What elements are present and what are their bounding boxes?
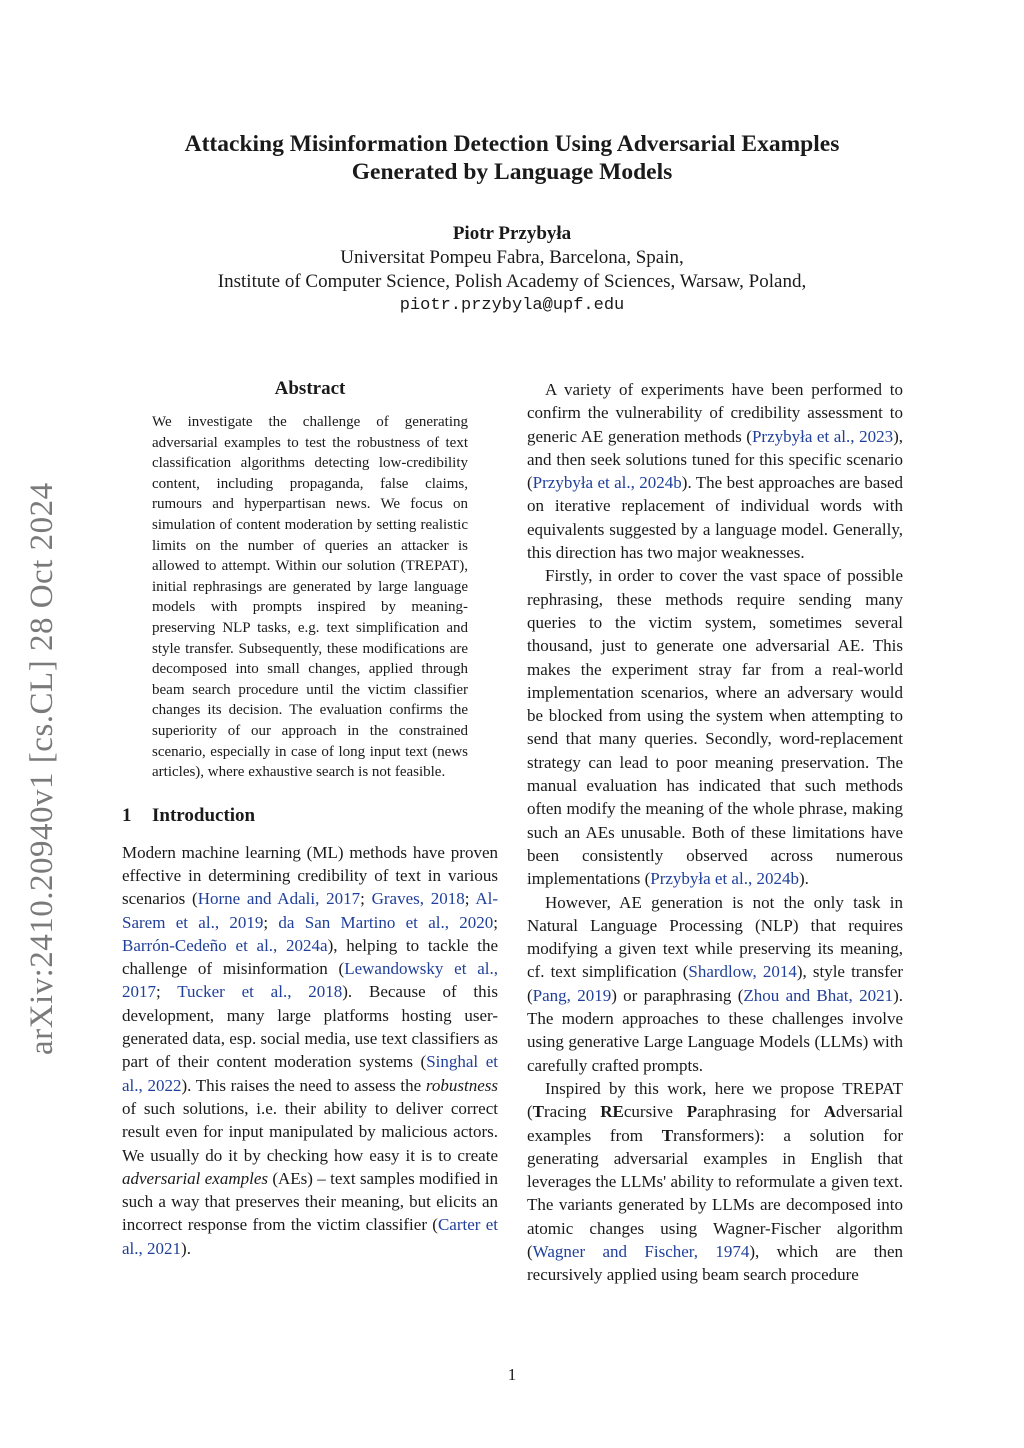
text-run: However, AE generation is not the only task in Natural Language Processing (NLP) that requires modifying a given text while preserving its meaning, cf. text simplification (	[527, 892, 903, 982]
citation-link[interactable]: Przybyła et al., 2023	[751, 426, 894, 446]
text-run: A variety of experiments have been performed to confirm the vulnerability of credibility assessment to generic AE generation methods (	[527, 380, 903, 446]
abstract-heading: Abstract	[274, 378, 346, 399]
author-email[interactable]: piotr.przybyla@upf.edu	[399, 296, 625, 315]
text-run: ;	[464, 889, 476, 909]
citation-link[interactable]: Singhal et al., 2022	[122, 1052, 499, 1095]
abstract-text: We investigate the challenge of generating adversarial examples to test the robustness of text classification algorithms detecting low-credibility content, including propaganda, false claims, rumours and hyperpartisan news. We focus on simulation of content moderation by setting realistic limits on the number of queries an attacker is allowed to attempt. Within our solution (TREPAT), initial rephrasings are generated by large language models with prompts inspired by meaning-preserving NLP tasks, e.g. text simplification and style transfer. Subsequently, these modifications are decomposed into small changes, applied through beam search procedure until the victim classifier changes its decision. The evaluation confirms the superiority of our approach in the constrained scenario, especially in case of long input text (news articles), where exhaustive search is not feasible.	[152, 414, 468, 781]
text-run: (AEs) – text samples modified in such a way that preserves their meaning, but elicits an incorrect response from the victim classifier (	[122, 1168, 498, 1235]
acronym-letter: T	[661, 1125, 674, 1145]
citation-link[interactable]: da San Martino et al., 2020	[278, 912, 494, 932]
section-heading-introduction	[122, 805, 498, 827]
acronym-letter: P	[686, 1102, 698, 1122]
acronym-letter: T	[532, 1102, 545, 1122]
text-run: of such solutions, i.e. their ability to deliver correct result even for input manipulated by malicious actors. We usually do it by checking how easy it is to create	[122, 1098, 498, 1165]
citation-link[interactable]: Barrón-Cedeño et al., 2024a	[122, 935, 328, 955]
citation-link[interactable]: Carter et al., 2021	[122, 1215, 498, 1258]
intro-paragraph-5	[527, 1077, 903, 1287]
intro-paragraph-1	[122, 841, 498, 1260]
text-run: ) or paraphrasing (	[611, 985, 744, 1005]
citation-link[interactable]: Horne and Adali, 2017	[197, 889, 361, 909]
acronym-letter: A	[823, 1102, 836, 1122]
citation-link[interactable]: Lewandowsky et al., 2017	[122, 959, 498, 1002]
section-number: 1	[122, 804, 132, 826]
text-run: ). This raises the need to assess the	[181, 1075, 426, 1095]
text-run: ;	[493, 912, 498, 932]
citation-link[interactable]: Wagner and Fischer, 1974	[532, 1241, 750, 1261]
intro-paragraph-2	[527, 378, 903, 564]
affiliation-1: Universitat Pompeu Fabra, Barcelona, Spain,	[340, 247, 684, 268]
acronym-letter: RE	[600, 1102, 624, 1122]
title-line-2: Generated by Language Models	[351, 159, 673, 185]
author-block	[100, 222, 924, 318]
text-run: Firstly, in order to cover the vast space of possible rephrasing, these methods require sending many queries to the victim system, sometimes several thousand, just to generate one adversarial AE. This makes the experiment stray far from a real-world implementation scenarios, where an adversary would be blocked from using the system when attempting to send that many queries. Secondly, word-replacement strategy can lead to poor meaning preservation. The manual evaluation has indicated that such methods often modify the meaning of the whole phrase, making such an AEs unusable. Both of these limitations have been consistently observed across numerous implementations (	[527, 566, 903, 889]
text-run: ransformers): a solution for generating adversarial examples in English that leverages the LLMs' ability to reformulate a given text. The variants generated by LLMs are decomposed into atomic changes using Wagner-Fischer algorithm (	[527, 1125, 903, 1261]
text-run: cursive	[623, 1102, 687, 1122]
citation-link[interactable]: Zhou and Bhat, 2021	[743, 985, 894, 1005]
intro-paragraph-3	[527, 564, 903, 890]
intro-paragraph-4	[527, 891, 903, 1077]
citation-link[interactable]: Graves, 2018	[371, 889, 465, 909]
title-line-1: Attacking Misinformation Detection Using Adversarial Examples	[184, 131, 840, 157]
text-run: racing	[544, 1102, 601, 1122]
author-name: Piotr Przybyła	[452, 223, 572, 244]
emphasis: adversarial examples	[122, 1168, 268, 1188]
affiliation-2: Institute of Computer Science, Polish Academy of Sciences, Warsaw, Poland,	[217, 271, 807, 292]
page-number: 1	[507, 1365, 517, 1384]
citation-link[interactable]: Przybyła et al., 2024b	[532, 473, 682, 493]
text-run: ;	[360, 889, 372, 909]
citation-link[interactable]: Shardlow, 2014	[688, 962, 797, 982]
emphasis: robustness	[425, 1075, 498, 1095]
paper-title	[100, 130, 924, 186]
section-title: Introduction	[152, 804, 256, 826]
text-run: araphrasing for	[697, 1102, 824, 1122]
text-run: ), style transfer (	[527, 962, 903, 1005]
text-run: ). Because of this development, many large platforms hosting user-generated data, esp. social media, use text classifiers as part of their content moderation systems (	[122, 982, 498, 1072]
text-run: ).	[798, 869, 809, 889]
text-run: ). The best approaches are based on iterative replacement of individual words with equivalents suggested by a language model. Generally, this direction has two major weaknesses.	[527, 473, 904, 563]
text-run: Inspired by this work, here we propose TREPAT (	[527, 1078, 903, 1122]
text-run: ), which are then recursively applied using beam search procedure	[527, 1241, 903, 1285]
right-column	[527, 378, 903, 1287]
left-column	[122, 378, 498, 1260]
text-run: ).	[181, 1238, 191, 1258]
citation-link[interactable]: Tucker et al., 2018	[177, 982, 343, 1002]
citation-link[interactable]: Przybyła et al., 2024b	[650, 869, 799, 889]
text-run: ), helping to tackle the challenge of misinformation (	[122, 935, 498, 979]
text-run: ;	[263, 912, 279, 932]
text-run: ), and then seek solutions tuned for this specific scenario (	[527, 426, 903, 493]
text-run: ;	[156, 982, 178, 1002]
text-run: dversarial examples from	[527, 1102, 904, 1145]
text-run: Modern machine learning (ML) methods have proven effective in determining credibility of text in various scenarios (	[122, 842, 498, 909]
text-run: ). The modern approaches to these challenges involve using generative Large Language Models (LLMs) with carefully crafted prompts.	[527, 985, 903, 1075]
citation-link[interactable]: Pang, 2019	[532, 985, 612, 1005]
arxiv-identifier: arXiv:2410.20940v1 [cs.CL] 28 Oct 2024	[24, 482, 60, 1055]
citation-link[interactable]: Al-Sarem et al., 2019	[122, 889, 498, 932]
